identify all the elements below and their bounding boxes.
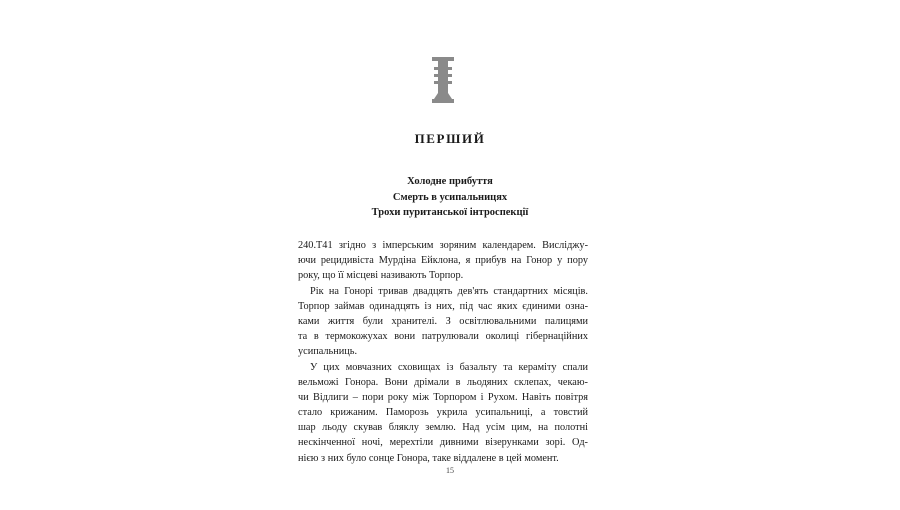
text-line: Торпор займав одинадцять із них, під час яких єдиними озна- bbox=[298, 300, 588, 312]
chapter-subtitle: Холодне прибуття bbox=[407, 176, 493, 187]
page-number: 15 bbox=[446, 466, 454, 475]
text-line: У цих мовчазних сховищах із базальту та кераміту спали bbox=[310, 361, 588, 373]
body-text bbox=[298, 238, 588, 466]
text-line: та в термокожухах вони патрулювали околиці гібернаційних bbox=[298, 331, 588, 343]
chapter-subtitle: Смерть в усипальницях bbox=[392, 191, 508, 203]
text-line: вельможі Гонора. Вони дрімали в льодяних склепах, чекаю- bbox=[298, 376, 588, 388]
text-line: ками життя були хранителі. З освітлювальними палицями bbox=[298, 315, 588, 327]
text-line: ючи рецидивіста Мурдіна Ейклона, я прибув на Гонор у пору bbox=[298, 255, 588, 267]
text-line: нією з них було сонце Гонора, таке віддалене в цей момент. bbox=[298, 452, 559, 464]
text-line: Рік на Гонорі тривав двадцять дев'ять стандартних місяців. bbox=[310, 285, 588, 297]
text-line: нескінченної ночі, мерехтіли дивними візерунками зорі. Од- bbox=[298, 437, 588, 449]
chapter-subtitle: Трохи пуританської інтроспекції bbox=[371, 207, 529, 218]
text-line: шар льоду скував бляклу землю. Над усім цим, на полотні bbox=[298, 422, 588, 434]
chapter-title: ПЕРШИЙ bbox=[414, 131, 486, 146]
chapter-subtitles bbox=[0, 174, 900, 221]
text-line: стало крижаним. Паморозь укрила усипальниці, а товстий bbox=[298, 407, 588, 419]
roman-numeral-one-ornament-icon bbox=[428, 57, 458, 103]
text-line: усипальниць. bbox=[298, 346, 358, 358]
text-line: 240.Т41 згідно з імперським зоряним календарем. Висліджу- bbox=[298, 240, 588, 251]
text-line: року, що її місцеві називають Торпор. bbox=[298, 270, 464, 282]
text-line: чи Відлиги – пори року між Торпором і Рухом. Навіть повітря bbox=[298, 391, 588, 403]
